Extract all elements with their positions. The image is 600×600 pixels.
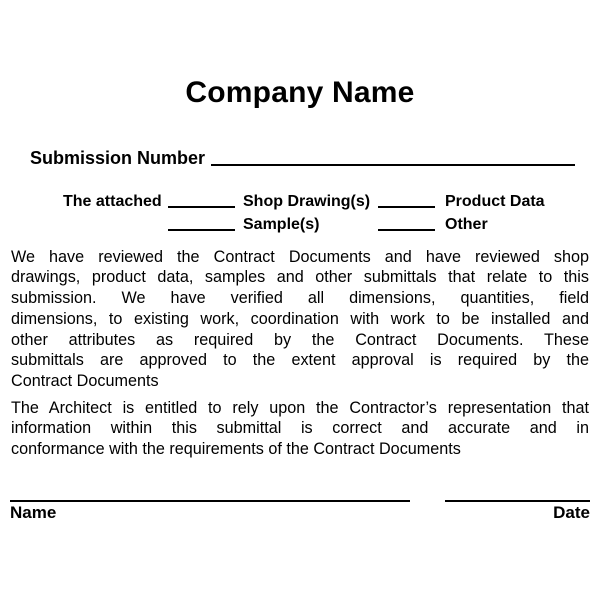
attached-options [63,190,600,237]
review-paragraph-line: drawings, product data, samples and other submittals that relate to this [11,268,589,287]
samples-blank[interactable] [168,229,235,231]
signature-lines [10,500,590,502]
architect-paragraph-line: conformance with the requirements of the Contract Documents [11,440,461,459]
name-label: Name [10,502,57,522]
shop-drawings-blank[interactable] [168,206,235,208]
architect-paragraph-line: information within this submittal is correct and accurate and in [11,419,589,438]
other-blank[interactable] [378,229,435,231]
attached-intro-label: The attached [63,192,162,210]
architect-paragraph [11,398,589,460]
review-paragraph-line: dimensions, to existing work, coordination with work to be installed and [11,309,589,328]
review-paragraph-line: other attributes as required by the Contract Documents. These [11,330,589,349]
architect-paragraph-line: The Architect is entitled to rely upon the Contractor’s representation that [11,398,589,417]
review-paragraph-line: submittals are approved to the extent approval is required by the [11,351,589,370]
attached-row-2 [63,213,600,237]
other-label: Other [445,216,488,234]
name-signature-line[interactable] [10,500,410,502]
submission-number-label: Submission Number [30,148,206,168]
shop-drawings-label: Shop Drawing(s) [243,192,371,210]
product-data-blank[interactable] [378,206,435,208]
review-paragraph-line: submission. We have verified all dimensions, quantities, field [11,289,589,308]
date-signature-line[interactable] [445,500,590,502]
samples-label: Sample(s) [243,216,320,234]
review-paragraph-line: Contract Documents [11,371,159,390]
attached-row-1 [63,190,600,214]
submission-number-line[interactable] [211,164,575,166]
review-paragraph [11,247,589,392]
signature-labels [10,503,590,523]
date-label: Date [553,502,590,522]
submission-number-row [30,148,575,169]
product-data-label: Product Data [445,192,545,210]
company-name-title: Company Name [185,76,415,109]
review-paragraph-line: We have reviewed the Contract Documents and have reviewed shop [11,247,589,266]
